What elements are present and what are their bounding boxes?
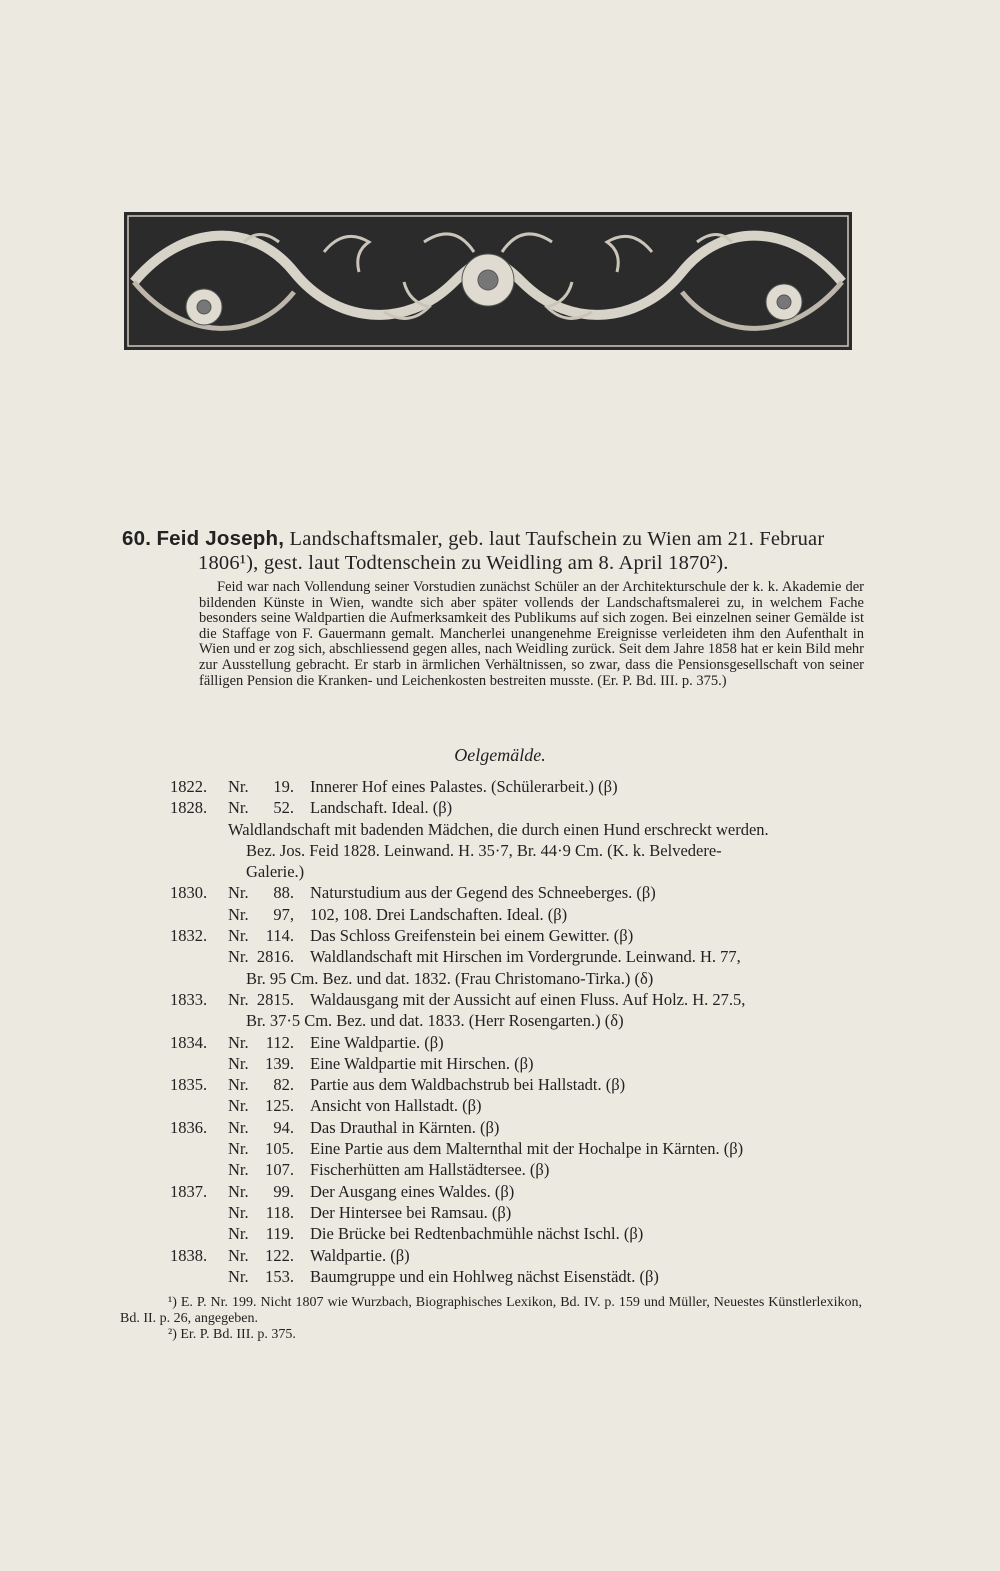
list-item-title: Partie aus dem Waldbachstrub bei Hallstadt. (β) xyxy=(310,1075,626,1095)
list-item-title: Fischerhütten am Hallstädtersee. (β) xyxy=(310,1160,550,1180)
list-item-nr-label: Nr. xyxy=(228,1181,249,1201)
list-item-nr-label: Nr. xyxy=(228,1053,249,1073)
list-item-title: Der Hintersee bei Ramsau. (β) xyxy=(310,1202,512,1222)
list-item-title: Innerer Hof eines Palastes. (Schülerarbeit.) (β) xyxy=(310,777,618,796)
list-item xyxy=(170,819,870,840)
list-item-year: 1838. xyxy=(170,1245,208,1265)
list-item-number: 114. xyxy=(265,926,294,946)
list-item xyxy=(170,776,870,797)
list-item-title: Das Drauthal in Kärnten. (β) xyxy=(310,1117,500,1137)
list-item-number: 107. xyxy=(265,1160,294,1180)
list-item xyxy=(170,1159,870,1180)
footnotes xyxy=(120,1295,862,1343)
list-item-continuation: Br. 37·5 Cm. Bez. und dat. 1833. (Herr Rosengarten.) (δ) xyxy=(246,1011,624,1031)
list-item xyxy=(170,925,870,946)
list-item xyxy=(170,1032,870,1053)
list-item-nr-label: Nr. xyxy=(228,1266,249,1286)
list-item-nr-label: Nr. xyxy=(228,1117,249,1137)
list-item-title: Die Brücke bei Redtenbachmühle nächst Ischl. (β) xyxy=(310,1224,644,1244)
list-item-nr-label: Nr. xyxy=(228,1202,249,1222)
list-item-number: 2815. xyxy=(256,989,294,1009)
list-item-number: 94. xyxy=(273,1117,294,1137)
list-item-nr-label: Nr. xyxy=(228,1160,249,1180)
list-item-nr-label: Nr. xyxy=(228,1139,249,1159)
list-item xyxy=(170,946,870,967)
list-item-nr-label: Nr. xyxy=(228,926,249,946)
list-item-year: 1832. xyxy=(170,926,208,946)
list-item-nr-label: Nr. xyxy=(228,883,249,903)
list-item-nr-label: Nr. xyxy=(228,904,249,924)
list-item-continuation: Galerie.) xyxy=(246,862,305,882)
list-item-number: 105. xyxy=(265,1139,294,1159)
artist-name: Feid Joseph, xyxy=(156,527,285,550)
entry-heading-line1: Landschaftsmaler, geb. laut Taufschein zu Wien am 21. Februar xyxy=(284,528,825,550)
decorative-header-ornament xyxy=(124,212,852,350)
list-item-number: 139. xyxy=(265,1053,294,1073)
list-item-continuation: Bez. Jos. Feid 1828. Leinwand. H. 35·7, Br. 44·9 Cm. (K. k. Belvedere- xyxy=(246,840,722,860)
list-item xyxy=(170,1138,870,1159)
list-item xyxy=(170,968,870,989)
list-item-nr-label: Nr. xyxy=(228,798,249,818)
list-item-title: Waldlandschaft mit Hirschen im Vordergrunde. Leinwand. H. 77, xyxy=(310,947,741,967)
list-item-nr-label: Nr. xyxy=(228,1245,249,1265)
list-item-number: 88. xyxy=(273,883,294,903)
list-item xyxy=(170,797,870,818)
list-item-year: 1822. xyxy=(170,777,208,796)
list-item xyxy=(170,989,870,1010)
list-item xyxy=(170,1223,870,1244)
list-item-title: Waldausgang mit der Aussicht auf einen Fluss. Auf Holz. H. 27.5, xyxy=(310,989,746,1009)
list-item-title: Der Ausgang eines Waldes. (β) xyxy=(310,1181,515,1201)
list-item-title: Landschaft. Ideal. (β) xyxy=(310,798,453,818)
list-item xyxy=(170,1010,870,1031)
list-item xyxy=(170,1074,870,1095)
list-item-title: Das Schloss Greifenstein bei einem Gewitter. (β) xyxy=(310,926,634,946)
list-item-title: Eine Partie aus dem Malternthal mit der Hochalpe in Kärnten. (β) xyxy=(310,1139,744,1159)
list-item-year: 1828. xyxy=(170,798,208,818)
ornament-scroll-icon xyxy=(124,212,852,350)
list-item xyxy=(170,1053,870,1074)
list-item xyxy=(170,1202,870,1223)
footnote-2: ²) Er. P. Bd. III. p. 375. xyxy=(168,1327,296,1342)
list-item-year: 1836. xyxy=(170,1117,208,1137)
list-item-number: 112. xyxy=(265,1032,294,1052)
list-item-nr-label: Nr. xyxy=(228,1096,249,1116)
list-item xyxy=(170,904,870,925)
list-item-year: 1830. xyxy=(170,883,208,903)
footnote-1: ¹) E. P. Nr. 199. Nicht 1807 wie Wurzbach, Biographisches Lexikon, Bd. IV. p. 159 und Müller, Neuestes Künstlerlexikon, Bd. II. p. 26, angegeben. xyxy=(120,1295,862,1326)
list-item xyxy=(170,840,870,861)
list-item-continuation: Waldlandschaft mit badenden Mädchen, die durch einen Hund erschreckt werden. xyxy=(228,819,769,839)
entry-heading-line2: 1806¹), gest. laut Todtenschein zu Weidling am 8. April 1870²). xyxy=(198,552,729,574)
list-item-title: Eine Waldpartie mit Hirschen. (β) xyxy=(310,1053,534,1073)
list-item-nr-label: Nr. xyxy=(228,989,249,1009)
list-item-nr-label: Nr. xyxy=(228,1032,249,1052)
list-item-nr-label: Nr. xyxy=(228,1224,249,1244)
list-item-number: 2816. xyxy=(256,947,294,967)
entry-heading xyxy=(122,527,864,575)
list-item-title: Naturstudium aus der Gegend des Schneeberges. (β) xyxy=(310,883,656,903)
list-item-number: 118. xyxy=(265,1202,294,1222)
list-item-number: 52. xyxy=(273,798,294,818)
list-item xyxy=(170,1245,870,1266)
list-item xyxy=(170,1266,870,1287)
list-item-year: 1833. xyxy=(170,989,208,1009)
biography-paragraph: Feid war nach Vollendung seiner Vorstudien zunächst Schüler an der Architekturschule der k. k. Akademie der bildenden Künste in Wien, wandte sich aber später vollends der Landschaftsmalerei zu, in welchem Fache besonders seine Waldpartien die Aufmerksamkeit des Publikums auf sich zogen. Bei einzelnen seiner Gemälde ist die Staffage von F. Gauermann gemalt. Mancherlei unangenehme Ereignisse verleideten ihm den Aufenthalt in Wien und er zog sich, abschliessend gegen alles, nach Weidling zurück. Seit dem Jahre 1858 hat er kein Bild mehr zur Ausstellung gebracht. Er starb in ärmlichen Verhältnissen, so zwar, dass die Pensionsgesellschaft von seiner fälligen Pension die Kranken- und Leichenkosten bestreiten musste. (Er. P. Bd. III. p. 375.) xyxy=(199,579,864,689)
list-item-title: Ansicht von Hallstadt. (β) xyxy=(310,1096,482,1116)
list-item-title: Eine Waldpartie. (β) xyxy=(310,1032,444,1052)
list-item-nr-label: Nr. xyxy=(228,777,249,796)
list-item-number: 82. xyxy=(273,1075,294,1095)
list-item xyxy=(170,1117,870,1138)
list-item-nr-label: Nr. xyxy=(228,947,249,967)
list-item xyxy=(170,1181,870,1202)
list-item-year: 1837. xyxy=(170,1181,208,1201)
list-item-year: 1835. xyxy=(170,1075,208,1095)
entry-number: 60. xyxy=(122,527,152,550)
list-item-number: 125. xyxy=(265,1096,294,1116)
list-item-number: 153. xyxy=(265,1266,294,1286)
list-item-number: 19. xyxy=(273,777,294,796)
list-item-number: 99. xyxy=(273,1181,294,1201)
list-item-title: Waldpartie. (β) xyxy=(310,1245,410,1265)
list-item-nr-label: Nr. xyxy=(228,1075,249,1095)
list-item-number: 119. xyxy=(265,1224,294,1244)
list-item-year: 1834. xyxy=(170,1032,208,1052)
section-title: Oelgemälde. xyxy=(454,745,546,765)
list-item-number: 97, xyxy=(273,904,294,924)
list-item-number: 122. xyxy=(265,1245,294,1265)
list-item xyxy=(170,882,870,903)
list-item-title: 102, 108. Drei Landschaften. Ideal. (β) xyxy=(310,904,568,924)
list-item-continuation: Br. 95 Cm. Bez. und dat. 1832. (Frau Christomano-Tirka.) (δ) xyxy=(246,968,654,988)
list-item xyxy=(170,861,870,882)
list-item-title: Baumgruppe und ein Hohlweg nächst Eisenstädt. (β) xyxy=(310,1266,659,1286)
works-list xyxy=(170,776,870,1287)
list-item xyxy=(170,1095,870,1116)
